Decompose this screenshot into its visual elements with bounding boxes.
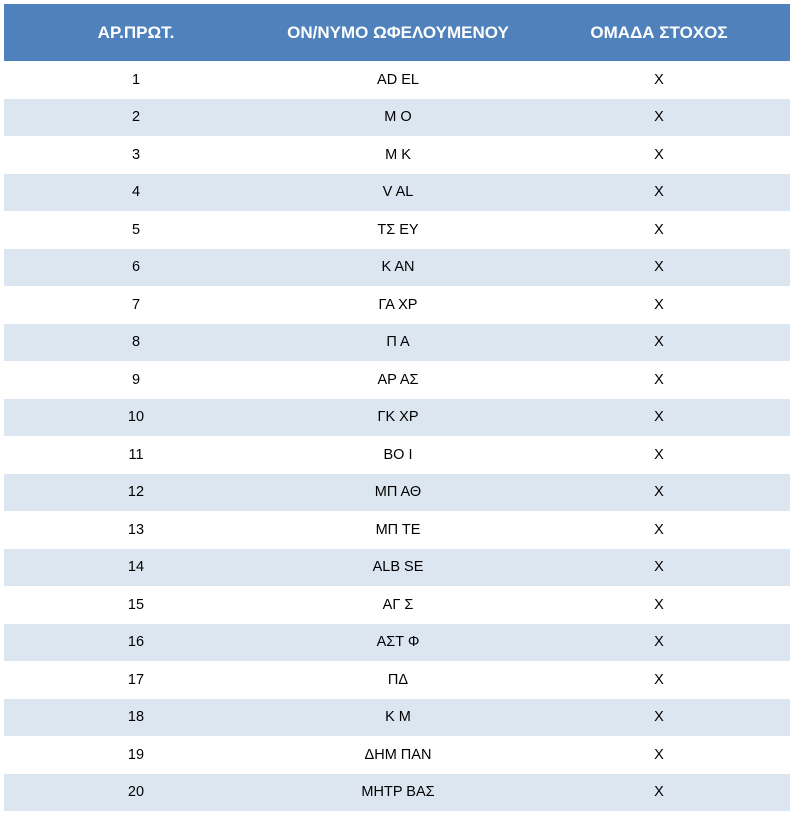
target-group-cell: Χ: [528, 136, 790, 174]
table-header: [4, 4, 790, 61]
target-group-cell: Χ: [528, 549, 790, 587]
header-target-group: ΟΜΑΔΑ ΣΤΟΧΟΣ: [528, 4, 790, 61]
protocol-number-cell: 15: [4, 586, 268, 624]
table-row: [4, 324, 790, 362]
target-group-cell: Χ: [528, 324, 790, 362]
beneficiary-name-cell: Κ Μ: [268, 699, 528, 737]
table-row: [4, 286, 790, 324]
beneficiary-name-cell: ALB SE: [268, 549, 528, 587]
protocol-number-cell: 17: [4, 661, 268, 699]
protocol-number-cell: 14: [4, 549, 268, 587]
table-row: [4, 774, 790, 812]
protocol-number-cell: 5: [4, 211, 268, 249]
table-row: [4, 136, 790, 174]
target-group-cell: Χ: [528, 511, 790, 549]
target-group-cell: Χ: [528, 624, 790, 662]
protocol-number-cell: 11: [4, 436, 268, 474]
target-group-cell: Χ: [528, 586, 790, 624]
beneficiary-name-cell: ΑΓ Σ: [268, 586, 528, 624]
target-group-cell: Χ: [528, 174, 790, 212]
protocol-number-cell: 20: [4, 774, 268, 812]
protocol-number-cell: 8: [4, 324, 268, 362]
beneficiary-name-cell: ΔΗΜ ΠΑΝ: [268, 736, 528, 774]
header-protocol-number: ΑΡ.ΠΡΩΤ.: [4, 4, 268, 61]
beneficiary-name-cell: ΑΣΤ Φ: [268, 624, 528, 662]
beneficiary-name-cell: ΑΡ ΑΣ: [268, 361, 528, 399]
protocol-number-cell: 7: [4, 286, 268, 324]
table-row: [4, 511, 790, 549]
table-row: [4, 624, 790, 662]
target-group-cell: Χ: [528, 699, 790, 737]
protocol-number-cell: 4: [4, 174, 268, 212]
target-group-cell: Χ: [528, 211, 790, 249]
protocol-number-cell: 19: [4, 736, 268, 774]
table-body: [4, 61, 790, 811]
protocol-number-cell: 10: [4, 399, 268, 437]
beneficiary-name-cell: ΜΠ ΤΕ: [268, 511, 528, 549]
protocol-number-cell: 3: [4, 136, 268, 174]
beneficiary-name-cell: ΒΟ Ι: [268, 436, 528, 474]
beneficiary-name-cell: Μ Ο: [268, 99, 528, 137]
beneficiary-name-cell: ΓΚ ΧΡ: [268, 399, 528, 437]
target-group-cell: Χ: [528, 474, 790, 512]
beneficiary-name-cell: ΓΑ ΧΡ: [268, 286, 528, 324]
table-row: [4, 436, 790, 474]
beneficiary-name-cell: ΜΠ ΑΘ: [268, 474, 528, 512]
beneficiary-name-cell: Κ ΑΝ: [268, 249, 528, 287]
table-row: [4, 699, 790, 737]
protocol-number-cell: 12: [4, 474, 268, 512]
protocol-number-cell: 2: [4, 99, 268, 137]
protocol-number-cell: 1: [4, 61, 268, 99]
target-group-cell: X: [528, 61, 790, 99]
beneficiary-name-cell: ΤΣ ΕΥ: [268, 211, 528, 249]
table-row: [4, 549, 790, 587]
protocol-number-cell: 13: [4, 511, 268, 549]
beneficiary-name-cell: ΜΗΤΡ ΒΑΣ: [268, 774, 528, 812]
header-beneficiary-name: ΟΝ/ΝΥΜΟ ΩΦΕΛΟΥΜΕΝΟΥ: [268, 4, 528, 61]
table-row: [4, 586, 790, 624]
protocol-number-cell: 18: [4, 699, 268, 737]
table-row: [4, 361, 790, 399]
table-row: [4, 174, 790, 212]
table-row: [4, 99, 790, 137]
target-group-cell: Χ: [528, 436, 790, 474]
protocol-number-cell: 9: [4, 361, 268, 399]
target-group-cell: Χ: [528, 361, 790, 399]
table-row: [4, 61, 790, 99]
beneficiary-name-cell: Μ Κ: [268, 136, 528, 174]
table-row: [4, 736, 790, 774]
table-row: [4, 249, 790, 287]
beneficiaries-table: [4, 4, 790, 811]
target-group-cell: Χ: [528, 399, 790, 437]
protocol-number-cell: 16: [4, 624, 268, 662]
target-group-cell: Χ: [528, 736, 790, 774]
target-group-cell: Χ: [528, 774, 790, 812]
table-row: [4, 399, 790, 437]
table-row: [4, 211, 790, 249]
beneficiary-name-cell: Π Α: [268, 324, 528, 362]
protocol-number-cell: 6: [4, 249, 268, 287]
beneficiary-name-cell: ΠΔ: [268, 661, 528, 699]
target-group-cell: Χ: [528, 99, 790, 137]
target-group-cell: Χ: [528, 661, 790, 699]
beneficiaries-table-container: [4, 4, 790, 811]
table-row: [4, 474, 790, 512]
beneficiary-name-cell: V AL: [268, 174, 528, 212]
header-row: [4, 4, 790, 61]
target-group-cell: Χ: [528, 249, 790, 287]
target-group-cell: Χ: [528, 286, 790, 324]
beneficiary-name-cell: AD EL: [268, 61, 528, 99]
table-row: [4, 661, 790, 699]
